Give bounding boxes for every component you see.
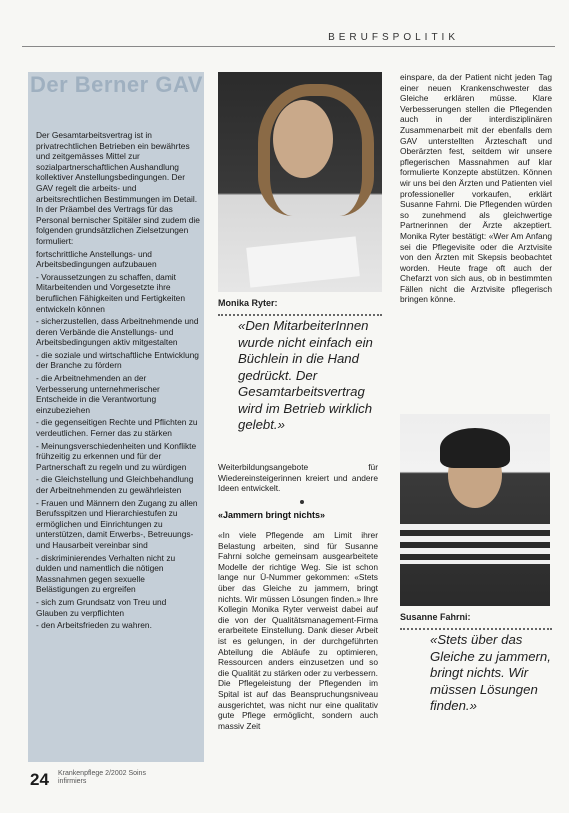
portrait-hair (440, 428, 510, 468)
pull-quote-1: «Den MitarbeiterInnen wurde nicht einfach ein Büchlein in die Hand gedrückt. Der Gesamtarbeitsvertrag wird im Betrieb wirklich gelebt.» (238, 318, 373, 432)
sidebar-paragraph: Der Gesamtarbeitsvertrag ist in privatrechtlichen Betrieben ein bewährtes und zeitgemässes Mittel zur sozialpartnerschaftlichen Aushandlung kollektiver Anstellungsbedingungen. Der GAV regelt die arbeits- und arbeitsrechtlichen Bestimmungen im Detail. In der Präambel des Vertrags für das Personal bernischer Spitäler sind zudem die folgenden grundsätzlichen Zielsetzungen formuliert: (36, 130, 200, 246)
sidebar-paragraph: - Voraussetzungen zu schaffen, damit Mitarbeitenden und Vorgesetzte ihre beruflichen Fähigkeiten und Fertigkeiten entwickeln können (36, 271, 185, 314)
photo-caption-susanne: Susanne Fahrni: (400, 612, 471, 622)
page-number: 24 (30, 770, 49, 789)
sidebar-paragraph: - den Arbeitsfrieden zu wahren. (36, 620, 152, 631)
middle-body-text: «In viele Pflegende am Limit ihrer Belastung arbeiten, sind für Susanne Fahrni solche gemeinsam ausgearbeitete Modelle der richtige Weg. Sie ist schon lange nur Ü-Nummer gekommen: «Stets über das Gleiche zu jammern, bringt nichts. Wir müssen Lösungen finden.» Ihre Kollegin Monika Ryter verweist dabei auf die von der Qualitätsmanagement-Firma erarbeitete Einstellung. Dank dieser Arbeit ist es gelungen, in der durchgeführten Abteilung die Abläufe zu optimieren, Ressourcen anders einzusetzen und so die Qualität zu stärken oder zu verbessern. Die Pflegeleistung der Pflegenden im Spital ist auf das Beanspruchungsniveau ausgerichtet, was nicht nur eine qualitativ gute Pflege ermöglicht, sondern auch massiv Zeit (218, 530, 378, 731)
middle-intro (218, 462, 378, 494)
sidebar-paragraph: - die Arbeitnehmenden an der Verbesserung unternehmerischer Entscheide in die Verantwortung einzubeziehen (36, 373, 160, 415)
sidebar-paragraph: - diskriminierendes Verhalten nicht zu dulden und namentlich die nötigen Massnahmen gegen sexuelle Belästigungen zu ergreifen (36, 552, 176, 595)
header-rule (22, 46, 555, 47)
sidebar-paragraph: - die soziale und wirtschaftliche Entwicklung der Branche zu fördern (36, 349, 199, 371)
right-body-text: einspare, da der Patient nicht jeden Tag einer neuen Krankenschwester das Gleiche erklären müsse. Klare Verbesserungen stellen die Pflegenden auch in der interdisziplinären Zusammenarbeit mit der ebenfalls dem GAV unterstellten Ärzteschaft und Oberärzten fest, seitdem wir unsere pflegerischen Massnahmen auf klar formulierte Konzepte abstützen. Können wir uns bei den Ärzten und Patienten viel professioneller vorkaufen, erklärt Susanne Fahrni. Die Pflegenden würden so zunehmend als gleichwertige Partnerinnen der Ärzte akzeptiert. Monika Ryter bestätigt: «Wer Am Anfang sei die Pflegevisite oder die Arztvisite von den Ärzten mit Skepsis beobachtet worden. Heute frage oft auch der Chefarzt von sich aus, ob in bestimmten Fällen nicht die Arztvisite pflegerisch bringen könne. (400, 72, 552, 305)
pull-quote-2: «Stets über das Gleiche zu jammern, bringt nichts. Wir müssen Lösungen finden.» (430, 632, 551, 713)
sidebar-paragraph: - Frauen und Männern den Zugang zu allen Berufsspitzen und Hierarchiestufen zu ermöglichen und Einrichtungen zu unterstützen, damit Erwerbs-, Betreuungs- und Hausarbeit vereinbar sind (36, 497, 198, 550)
sidebar-paragraph: - die gegenseitigen Rechte und Pflichten zu verdeutlichen. Ferner das zu stärken (36, 417, 198, 439)
middle-column (218, 530, 378, 731)
sidebar-paragraph: - sicherzustellen, dass Arbeitnehmende und deren Verbände die Anstellungs- und Arbeitsbedingungen aktiv mitgestalten (36, 316, 199, 348)
publication-footer: Krankenpflege 2/2002 Soins infirmiers (58, 770, 146, 785)
subhead: «Jammern bringt nichts» (218, 510, 326, 520)
section-label: BERUFSPOLITIK (328, 32, 459, 43)
desk-paper (246, 236, 360, 287)
photo-monika-ryter (218, 72, 382, 292)
sidebar-paragraph: - Meinungsverschiedenheiten und Konflikte frühzeitig zu erkennen und für der Partnerschaft zu regeln und zu würdigen (36, 440, 197, 472)
bullet-dot (300, 500, 304, 504)
sidebar-paragraph: - sich zum Grundsatz von Treu und Glauben zu verpflichten (36, 596, 167, 618)
sweater-stripes (400, 524, 550, 564)
sidebar-paragraph: - die Gleichstellung und Gleichbehandlung der Arbeitnehmenden zu gewährleisten (36, 474, 194, 495)
portrait-hair (258, 84, 374, 216)
photo-susanne-fahrni (400, 414, 550, 606)
caption-dots (218, 314, 382, 316)
caption-dots (400, 628, 552, 630)
sidebar-text (36, 130, 200, 633)
sidebar-paragraph: fortschrittliche Anstellungs- und Arbeitsbedingungen aufzubauen (36, 248, 157, 270)
middle-intro-text: Weiterbildungsangebote für Wiedereinsteigerinnen kreiert und andere Ideen entwickelt. (218, 462, 378, 494)
right-column (400, 72, 552, 305)
sidebar-title: Der Berner GAV (30, 72, 203, 97)
photo-caption-monika: Monika Ryter: (218, 298, 278, 308)
